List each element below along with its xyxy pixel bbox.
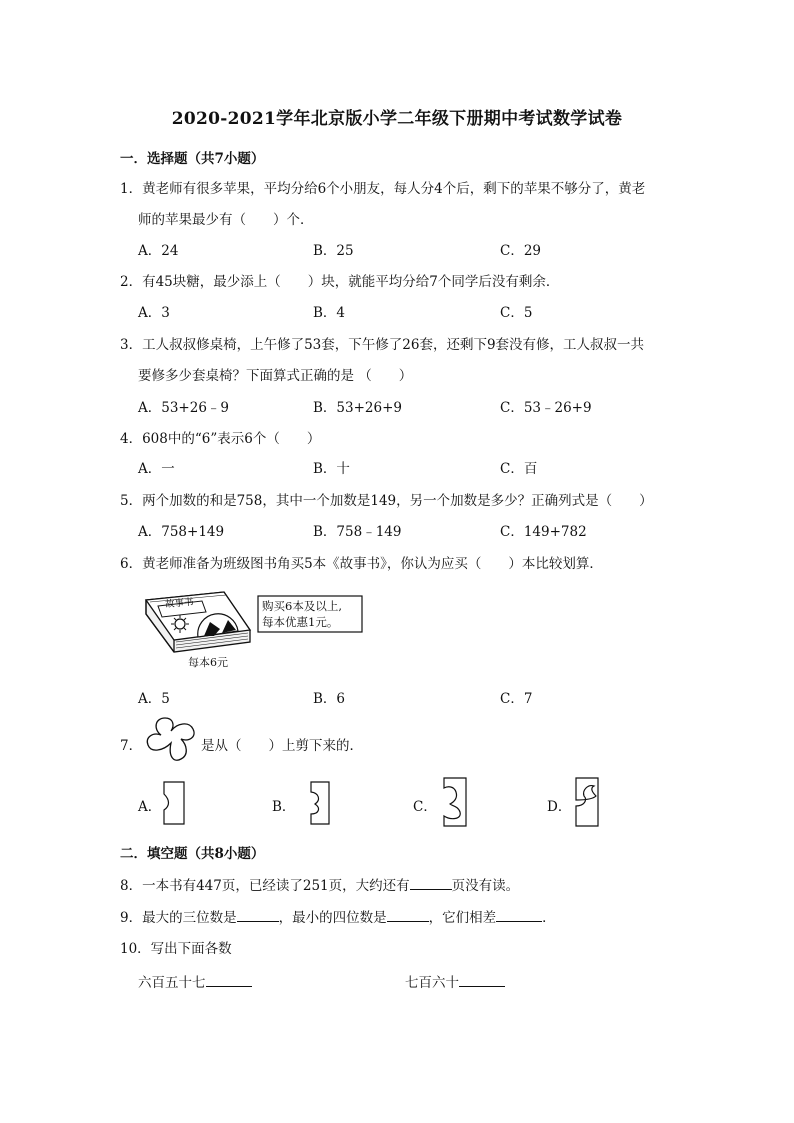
flower-shape-figure: [143, 715, 199, 765]
section-choice-heading: 一．选择题（共7小题）: [120, 151, 265, 167]
q7-option-c-shape: [440, 776, 470, 828]
q9-text-c: ，它们相差: [428, 910, 497, 926]
q9-text-d: ．: [542, 910, 556, 926]
q9-blank-1[interactable]: [237, 907, 279, 922]
paper-cutout-d-icon: [572, 776, 602, 828]
q10-item-1-label: 六百五十七: [138, 975, 206, 991]
q1-text-line2: 师的苹果最少有（ ）个．: [138, 212, 314, 228]
q5-option-a: A．758+149: [138, 524, 225, 540]
paper-cutout-c-icon: [440, 776, 470, 828]
q5-option-b: B．758﹣149: [313, 524, 402, 540]
book-price-label: 每本6元: [188, 656, 228, 669]
q9-blank-2[interactable]: [387, 907, 429, 922]
q5-text: 5．两个加数的和是758，其中一个加数是149，另一个加数是多少？正确列式是（ ）: [120, 493, 653, 509]
q6-option-c: C．7: [500, 691, 533, 707]
q8-answer-blank[interactable]: [410, 875, 452, 890]
promo-text-line2: 每本优惠1元。: [262, 615, 339, 629]
q1-option-b: B．25: [313, 243, 354, 259]
q7-option-b: B．: [272, 799, 296, 815]
q7-number: 7．: [120, 738, 143, 754]
q3-option-a: A．53+26﹣9: [138, 400, 230, 416]
q4-option-c: C．百: [500, 461, 538, 477]
paper-cutout-b-icon: [305, 780, 333, 826]
q4-option-a: A．一: [138, 461, 175, 477]
q6-option-b: B．6: [313, 691, 346, 707]
q2-option-c: C．5: [500, 305, 533, 321]
q10-item-2-label: 七百六十: [405, 975, 459, 991]
q2-option-b: B．4: [313, 305, 346, 321]
q3-text-line2: 要修多少套桌椅？下面算式正确的是 （ ）: [138, 368, 413, 384]
q7-option-c: C．: [413, 799, 437, 815]
q10-text: 10．写出下面各数: [120, 941, 232, 957]
q3-option-b: B．53+26+9: [313, 400, 402, 416]
q1-option-a: A．24: [138, 243, 179, 259]
q7-option-a: A．: [138, 799, 162, 815]
q6-text: 6．黄老师准备为班级图书角买5本《故事书》，你认为应买（ ）本比较划算．: [120, 556, 603, 572]
q1-text-line1: 1．黄老师有很多苹果，平均分给6个小朋友，每人分4个后，剩下的苹果不够分了，黄老: [120, 181, 646, 197]
promo-text-line1: 购买6本及以上,: [262, 599, 342, 613]
exam-title: 2020-2021学年北京版小学二年级下册期中考试数学试卷: [171, 109, 623, 129]
flower-shape-icon: [143, 715, 199, 765]
section-fill-heading: 二．填空题（共8小题）: [120, 846, 265, 862]
q7-option-a-shape: [160, 780, 188, 826]
q2-text: 2．有45块糖，最少添上（ ）块，就能平均分给7个同学后没有剩余．: [120, 274, 560, 290]
q4-option-b: B．十: [313, 461, 350, 477]
q8-text-after: 页没有读。: [451, 878, 520, 894]
q10-item-2: [405, 971, 505, 991]
q3-option-c: C．53﹣26+9: [500, 400, 592, 416]
q9-line: [120, 906, 556, 926]
paper-cutout-a-icon: [160, 780, 188, 826]
q9-text-a: 9．最大的三位数是: [120, 910, 237, 926]
q7-option-d: D．: [547, 799, 572, 815]
q8-line: [120, 874, 519, 894]
q6-option-a: A．5: [138, 691, 170, 707]
q10-item-1: [138, 971, 252, 991]
q10-item-2-blank[interactable]: [459, 972, 505, 987]
q9-text-b: ，最小的四位数是: [278, 910, 387, 926]
q3-text-line1: 3．工人叔叔修桌椅，上午修了53套，下午修了26套，还剩下9套没有修，工人叔叔一共: [120, 337, 645, 353]
book-title-label: 故事书: [164, 596, 195, 611]
q7-option-d-shape: [572, 776, 602, 828]
q8-text-before: 8．一本书有447页，已经读了251页，大约还有: [120, 878, 410, 894]
q2-option-a: A．3: [138, 305, 170, 321]
q1-option-c: C．29: [500, 243, 542, 259]
q10-item-1-blank[interactable]: [206, 972, 252, 987]
q7-option-b-shape: [305, 780, 333, 826]
q5-option-c: C．149+782: [500, 524, 587, 540]
q4-text: 4．608中的“6”表示6个（ ）: [120, 431, 321, 447]
q9-blank-3[interactable]: [496, 907, 542, 922]
q7-text: 是从（ ）上剪下来的．: [201, 738, 363, 754]
